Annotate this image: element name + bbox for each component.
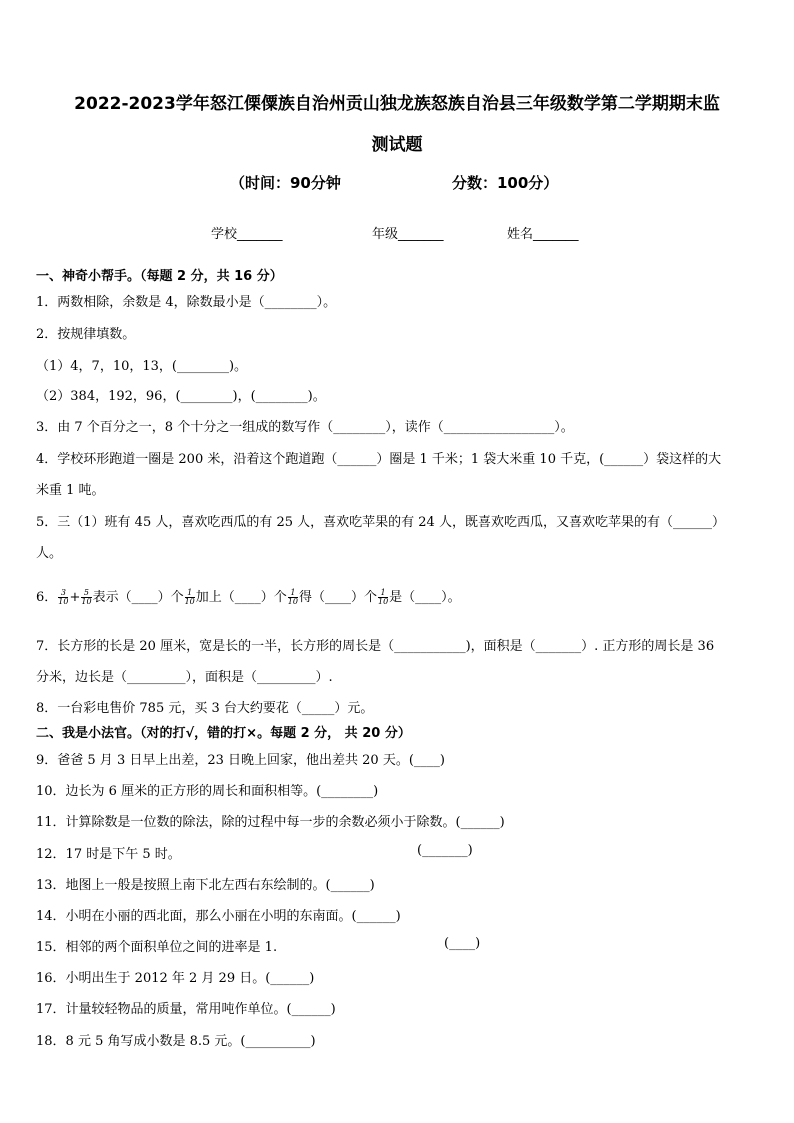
time-limit: （时间：90分钟 [230, 174, 341, 192]
question-5-line1: 5．三（1）班有 45 人，喜欢吃西瓜的有 25 人，喜欢吃苹果的有 24 人，既喜欢吃西瓜，又喜欢吃苹果的有（______） [36, 515, 725, 530]
question-2-part2: （2）384，192，96，(________)，(________)。 [36, 389, 326, 404]
fraction-1-10-a: $\frac{1}{10}$ [184, 588, 195, 606]
grade-field: 年级_______ [372, 227, 444, 242]
question-11: 11．计算除数是一位数的除法，除的过程中每一步的余数必须小于除数。(______) [36, 815, 505, 830]
question-17: 17．计量较轻物品的质量，常用吨作单位。(______) [36, 1002, 336, 1017]
question-3: 3．由 7 个百分之一，8 个十分之一组成的数写作（________），读作（_________________）。 [36, 420, 574, 435]
school-field: 学校_______ [211, 227, 283, 242]
plus-sign: + [69, 590, 81, 605]
q15-answer-blank: (____) [444, 936, 481, 951]
fraction-1-10-b: $\frac{1}{10}$ [287, 588, 298, 606]
question-16: 16．小明出生于 2012 年 2 月 29 日。(______) [36, 971, 315, 986]
section1-heading: 一、神奇小帮手。（每题 2 分，共 16 分） [36, 269, 283, 284]
question-13: 13．地图上一般是按照上南下北左西右东绘制的。(______) [36, 878, 375, 893]
question-15 [36, 936, 758, 955]
q6-text4: 是（____）。 [389, 590, 461, 605]
q12-answer-blank: (_______) [417, 843, 473, 858]
question-6 [36, 586, 758, 606]
question-7-line1: 7．长方形的长是 20 厘米，宽是长的一半，长方形的周长是（___________)，面积是（_______）. 正方形的周长是 36 [36, 639, 715, 654]
question-5-line2: 人。 [36, 546, 63, 561]
question-8: 8．一台彩电售价 785 元，买 3 台大约要花（_____）元。 [36, 701, 374, 716]
fraction-3-10: $\frac{3}{10}$ [58, 588, 69, 606]
question-10: 10．边长为 6 厘米的正方形的周长和面积相等。(________) [36, 784, 379, 799]
question-4-line2: 米重 1 吨。 [36, 483, 105, 498]
fraction-5-10: $\frac{5}{10}$ [81, 588, 92, 606]
q6-text3: 得（____）个 [298, 590, 377, 605]
exam-title-line2: 测试题 [371, 135, 423, 155]
q12-text: 12．17 时是下午 5 时。 [36, 847, 181, 862]
question-18: 18．8 元 5 角写成小数是 8.5 元。(__________) [36, 1034, 316, 1049]
question-4-line1: 4．学校环形跑道一圈是 200 米，沿着这个跑道跑（______）圈是 1 千米；1 袋大米重 10 千克，(______）袋这样的大 [36, 452, 722, 467]
fraction-1-10-c: $\frac{1}{10}$ [377, 588, 389, 606]
q6-text2: 加上（____）个 [195, 590, 287, 605]
name-field: 姓名_______ [507, 227, 579, 242]
question-14: 14．小明在小丽的西北面，那么小丽在小明的东南面。(______) [36, 909, 401, 924]
q15-text: 15．相邻的两个面积单位之间的进率是 1. [36, 940, 278, 955]
section2-heading: 二、我是小法官。（对的打√，错的打×。每题 2 分， 共 20 分） [36, 726, 411, 741]
question-12 [36, 843, 758, 862]
exam-title-line1: 2022-2023学年怒江傈僳族自治州贡山独龙族怒族自治县三年级数学第二学期期末监 [74, 94, 720, 114]
q6-text1: 表示（____）个 [92, 590, 184, 605]
total-score: 分数：100分） [452, 174, 559, 192]
q6-prefix: 6． [36, 590, 58, 605]
question-2: 2．按规律填数。 [36, 327, 136, 342]
question-9: 9．爸爸 5 月 3 日早上出差，23 日晚上回家，他出差共 20 天。(____) [36, 753, 445, 768]
question-1: 1．两数相除，余数是 4，除数最小是（________）。 [36, 295, 337, 310]
question-2-part1: （1）4，7，10，13，(________)。 [36, 359, 248, 374]
question-7-line2: 分米，边长是（_________），面积是（_________）. [36, 670, 333, 685]
